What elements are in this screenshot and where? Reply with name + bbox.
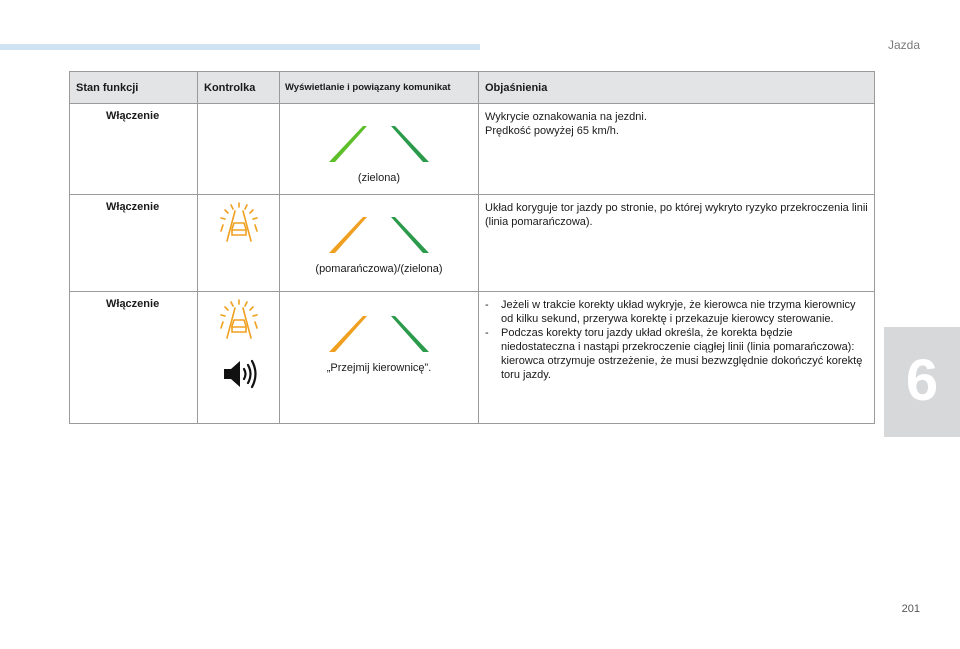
speaker-icon [221,358,257,390]
chapter-tab [884,327,960,437]
table-row [70,292,875,424]
section-title: Jazda [887,38,920,52]
lamp-cell [198,195,280,292]
display-cell [280,104,479,195]
function-status-table [69,71,875,424]
lane-departure-warning-icon [217,298,261,342]
explanation-line: Układ koryguje tor jazdy po stronie, po której wykryto ryzyko przekroczenia linii (linia pomarańczowa). [485,202,868,228]
explanation-cell [479,104,875,195]
state-cell: Włączenie [70,292,198,424]
explanation-line: Wykrycie oznakowania na jezdni. [485,111,647,123]
display-caption: (pomarańczowa)/(zielona) [315,263,443,275]
state-cell: Włączenie [70,104,198,195]
display-cell [280,292,479,424]
lamp-cell [198,292,280,424]
table-row [70,195,875,292]
explanation-list [485,298,868,382]
chapter-number: 6 [905,348,939,413]
list-item: - Podczas korekty toru jazdy układ określa, że korekta będzie niedostateczna i nastąpi przekroczenie ciągłej linii (linia pomarańczowa): kierowca otrzymuje ostrzeżenie, że musi bezwzględnie dokończyć korektę toru jazdy. [485,326,868,382]
lane-lines-green-icon [329,124,429,164]
display-cell [280,195,479,292]
header-explanation: Objaśnienia [479,72,875,104]
state-cell: Włączenie [70,195,198,292]
lamp-cell-empty [198,104,280,195]
explanation-line: Prędkość powyżej 65 km/h. [485,125,619,137]
lane-lines-orange-green-icon [329,314,429,354]
header-lamp: Kontrolka [198,72,280,104]
table-row [70,104,875,195]
header-display: Wyświetlanie i powiązany komunikat [280,72,479,104]
explanation-cell [479,292,875,424]
top-accent-bar [0,44,480,50]
page-number: 201 [901,603,920,615]
explanation-cell [479,195,875,292]
header-state: Stan funkcji [70,72,198,104]
display-caption: (zielona) [357,172,401,184]
display-caption: „Przejmij kierownicę”. [326,362,432,374]
table-header-row [70,72,875,104]
lane-lines-orange-green-icon [329,215,429,255]
list-item: - Jeżeli w trakcie korekty układ wykryje, że kierowca nie trzyma kierownicy od kilku sekund, przerywa korektę i przekazuje kierowcy sterowanie. [485,298,868,326]
lane-departure-warning-icon [217,201,261,245]
